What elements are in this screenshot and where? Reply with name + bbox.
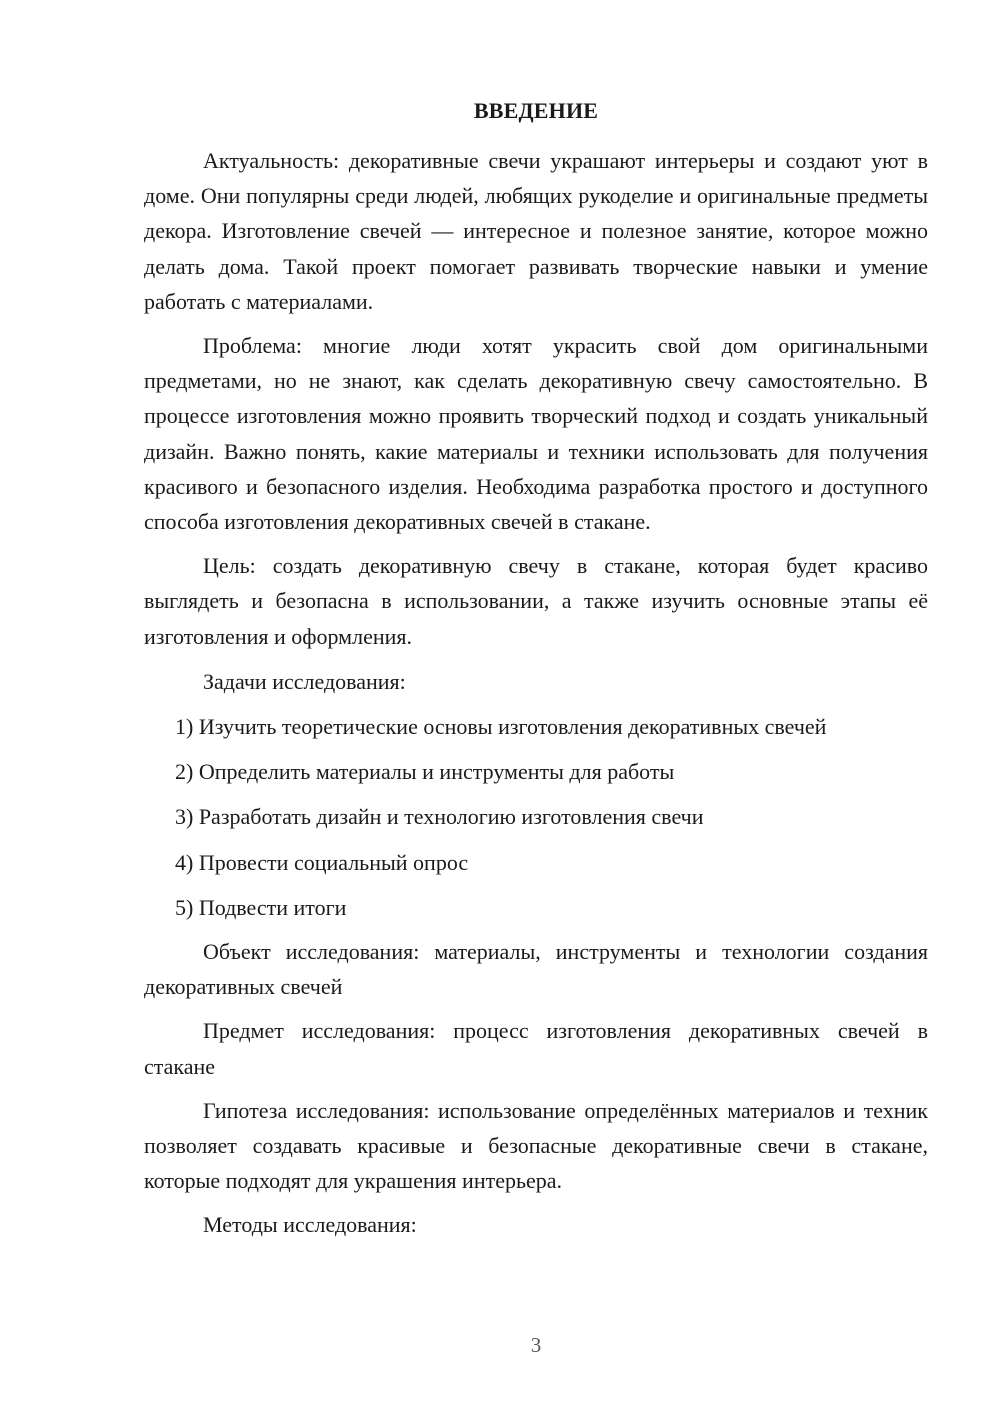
task-item: 4) Провести социальный опрос <box>175 849 469 875</box>
tasks-heading: Задачи исследования: <box>203 668 406 694</box>
document-body <box>144 143 928 1243</box>
task-list <box>144 709 928 925</box>
problem-paragraph: Проблема: многие люди хотят украсить свой дом оригинальными предметами, но не знают, как сделать декоративную свечу самостоятельно. В процессе изготовления можно проявить творческий подход и создать уникальный дизайн. Важно понять, какие материалы и техники использовать для получения красивого и безопасного изделия. Необходима разработка простого и доступного способа изготовления декоративных свечей в стакане. <box>144 333 928 535</box>
hypothesis-paragraph: Гипотеза исследования: использование определённых материалов и техник позволяет создавать красивые и безопасные декоративные свечи в стакане, которые подходят для украшения интерьера. <box>144 1097 928 1194</box>
methods-paragraph: Методы исследования: <box>203 1212 417 1238</box>
task-item: 3) Разработать дизайн и технологию изготовления свечи <box>175 804 704 830</box>
task-item: 1) Изучить теоретические основы изготовления декоративных свечей <box>175 714 827 740</box>
task-item: 5) Подвести итоги <box>175 894 347 920</box>
subject-paragraph: Предмет исследования: процесс изготовления декоративных свечей в стакане <box>144 1018 928 1079</box>
task-item: 2) Определить материалы и инструменты для работы <box>175 759 675 785</box>
page-number: 3 <box>530 1333 542 1357</box>
page-title: ВВЕДЕНИЕ <box>473 98 599 123</box>
goal-paragraph: Цель: создать декоративную свечу в стакане, которая будет красиво выглядеть и безопасна в использовании, а также изучить основные этапы её изготовления и оформления. <box>144 553 928 649</box>
relevance-paragraph: Актуальность: декоративные свечи украшают интерьеры и создают уют в доме. Они популярны среди людей, любящих рукоделие и оригинальные предметы декора. Изготовление свечей — интересное и полезное занятие, которое можно делать дома. Такой проект помогает развивать творческие навыки и умение работать с материалами. <box>144 148 928 314</box>
object-paragraph: Объект исследования: материалы, инструменты и технологии создания декоративных свечей <box>144 939 928 1000</box>
